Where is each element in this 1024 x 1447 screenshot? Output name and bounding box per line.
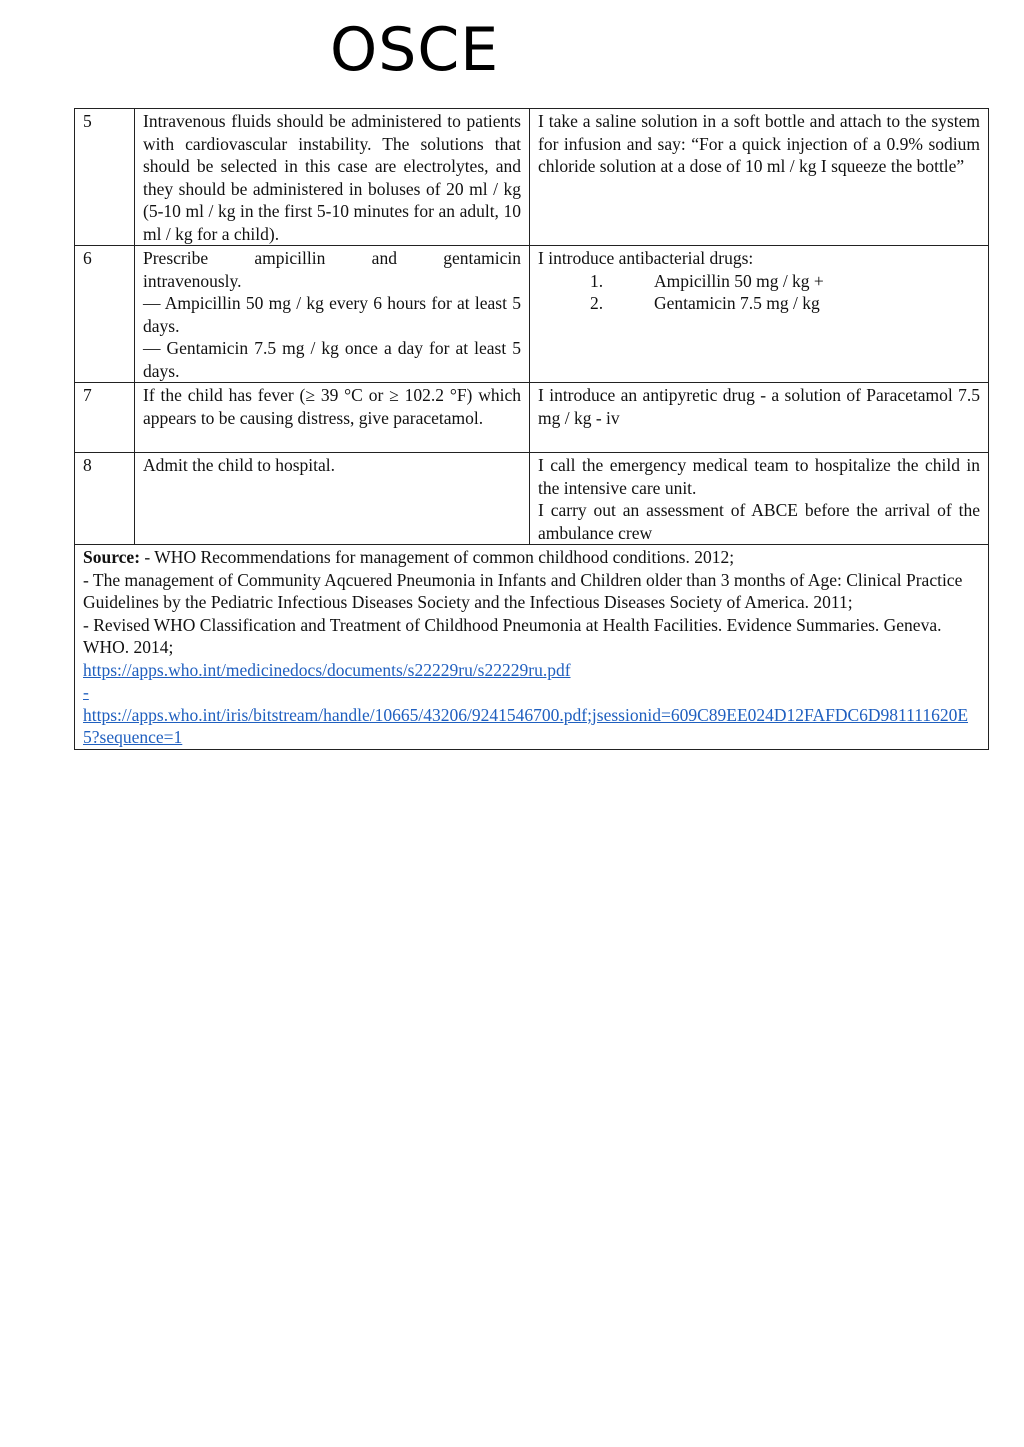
list-text: Ampicillin 50 mg / kg + (654, 270, 824, 291)
action-line: — Ampicillin 50 mg / kg every 6 hours for at least 5 days. (143, 293, 521, 336)
source-row (75, 545, 989, 750)
source-cell (75, 545, 989, 750)
list-item (538, 292, 980, 315)
source-ref-1: - WHO Recommendations for management of common childhood conditions. 2012; (140, 547, 735, 567)
step-number: 7 (75, 383, 135, 453)
step-action: Admit the child to hospital. (135, 453, 530, 545)
response-intro: I introduce antibacterial drugs: (538, 248, 754, 268)
step-action (135, 246, 530, 383)
table-row (75, 109, 989, 246)
source-link-2[interactable]: https://apps.who.int/iris/bitstream/handle/10665/43206/9241546700.pdf;jsessionid=609C89EE024D12FAFDC6D981111620E5?sequence=1 (83, 704, 969, 747)
step-number: 8 (75, 453, 135, 545)
source-link-1[interactable]: https://apps.who.int/medicinedocs/documents/s22229ru/s22229ru.pdf (83, 659, 571, 680)
response-line: I carry out an assessment of ABCE before the arrival of the ambulance crew (538, 500, 980, 543)
step-response (530, 453, 989, 545)
source-ref-2: - The management of Community Aqcuered Pneumonia in Infants and Children older than 3 months of Age: Clinical Practice Guidelines by the Pediatric Infectious Diseases Society and the Infectious Diseases Society of America. 2011; (83, 569, 963, 612)
step-number: 6 (75, 246, 135, 383)
list-number: 2. (590, 293, 604, 313)
action-line: — Gentamicin 7.5 mg / kg once a day for at least 5 days. (143, 338, 521, 381)
step-action: Intravenous fluids should be administered to patients with cardiovascular instability. The solutions that should be selected in this case are electrolytes, and they should be administered in boluses of 20 ml / kg (5-10 ml / kg in the first 5-10 minutes for an adult, 10 ml / kg for a child). (135, 109, 530, 246)
osce-table (74, 108, 989, 750)
table-row (75, 383, 989, 453)
step-number: 5 (75, 109, 135, 246)
action-line: intravenously. (143, 270, 242, 291)
table-row (75, 453, 989, 545)
source-dash[interactable]: - (83, 682, 89, 702)
response-line: I call the emergency medical team to hospitalize the child in the intensive care unit. (538, 455, 980, 498)
source-ref-3: - Revised WHO Classification and Treatment of Childhood Pneumonia at Health Facilities. Evidence Summaries. Geneva. WHO. 2014; (83, 614, 942, 657)
action-line: Prescribe ampicillin and gentamicin (143, 248, 521, 268)
page-title: OSCE (330, 15, 500, 85)
step-response: I introduce an antipyretic drug - a solution of Paracetamol 7.5 mg / kg - iv (530, 383, 989, 453)
table-row (75, 246, 989, 383)
source-line (83, 546, 980, 569)
drug-list (538, 270, 980, 315)
list-text: Gentamicin 7.5 mg / kg (654, 293, 820, 313)
step-response: I take a saline solution in a soft bottle and attach to the system for infusion and say: “For a quick injection of a 0.9% sodium chloride solution at a dose of 10 ml / kg I squeeze the bottle” (530, 109, 989, 246)
step-response (530, 246, 989, 383)
source-label: Source: (83, 547, 141, 567)
list-number: 1. (590, 270, 604, 291)
list-item (538, 270, 980, 293)
step-action: If the child has fever (≥ 39 °C or ≥ 102.2 °F) which appears to be causing distress, give paracetamol. (135, 383, 530, 453)
